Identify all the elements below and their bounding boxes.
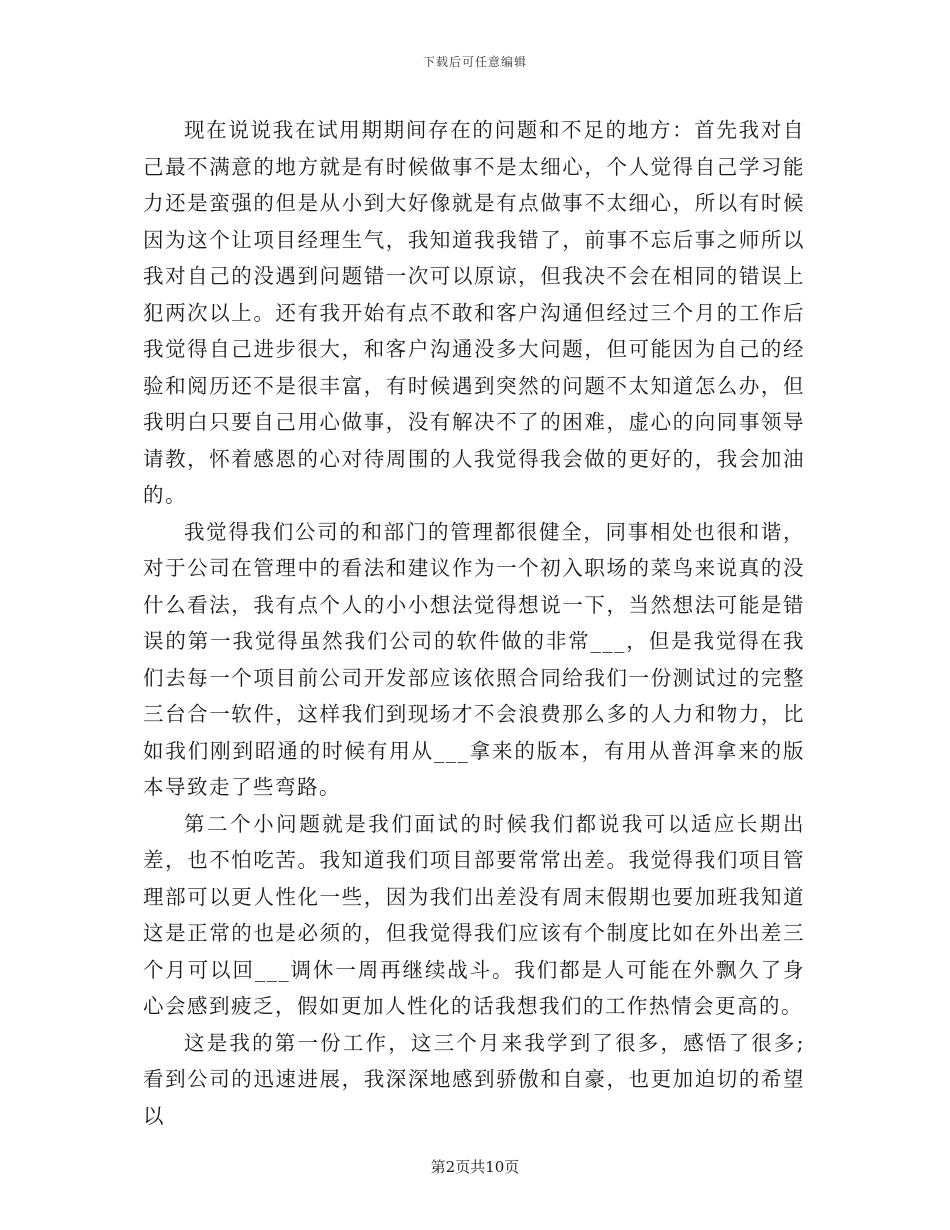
paragraph-2: 我觉得我们公司的和部门的管理都很健全，同事相处也很和谐，对于公司在管理中的看法和建议作为一个初入职场的菜鸟来说真的没什么看法，我有点个人的小小想法觉得想说一下，当然想法可能是错误的第一我觉得虽然我们公司的软件做的非常___，但是我觉得在我们去每一个项目前公司开发部应该依照合同给我们一份测试过的完整三台合一软件，这样我们到现场才不会浪费那么多的人力和物力，比如我们刚到昭通的时候有用从___拿来的版本，有用从普洱拿来的版本导致走了些弯路。 bbox=[143, 519, 805, 799]
page-number: 第2页共10页 bbox=[430, 1158, 520, 1176]
document-body bbox=[143, 112, 805, 1134]
paragraph-3: 第二个小问题就是我们面试的时候我们都说我可以适应长期出差，也不怕吃苦。我知道我们项目部要常常出差。我觉得我们项目管理部可以更人性化一些，因为我们出差没有周末假期也要加班我知道这是正常的也是必须的，但我觉得我们应该有个制度比如在外出差三个月可以回___调休一周再继续战斗。我们都是人可能在外飘久了身心会感到疲乏，假如更加人性化的话我想我们的工作热情会更高的。 bbox=[143, 811, 805, 1018]
paragraph-1: 现在说说我在试用期期间存在的问题和不足的地方：首先我对自己最不满意的地方就是有时候做事不是太细心，个人觉得自己学习能力还是蛮强的但是从小到大好像就是有点做事不太细心，所以有时候因为这个让项目经理生气，我知道我我错了，前事不忘后事之师所以我对自己的没遇到问题错一次可以原谅，但我决不会在相同的错误上犯两次以上。还有我开始有点不敢和客户沟通但经过三个月的工作后我觉得自己进步很大，和客户沟通没多大问题，但可能因为自己的经验和阅历还不是很丰富，有时候遇到突然的问题不太知道怎么办，但我明白只要自己用心做事，没有解决不了的困难，虚心的向同事领导请教，怀着感恩的心对待周围的人我觉得我会做的更好的，我会加油的。 bbox=[143, 118, 805, 507]
paragraph-4: 这是我的第一份工作，这三个月来我学到了很多，感悟了很多;看到公司的迅速进展，我深深地感到骄傲和自豪，也更加迫切的希望以 bbox=[143, 1030, 805, 1128]
header-note: 下载后可任意编辑 bbox=[422, 55, 527, 69]
